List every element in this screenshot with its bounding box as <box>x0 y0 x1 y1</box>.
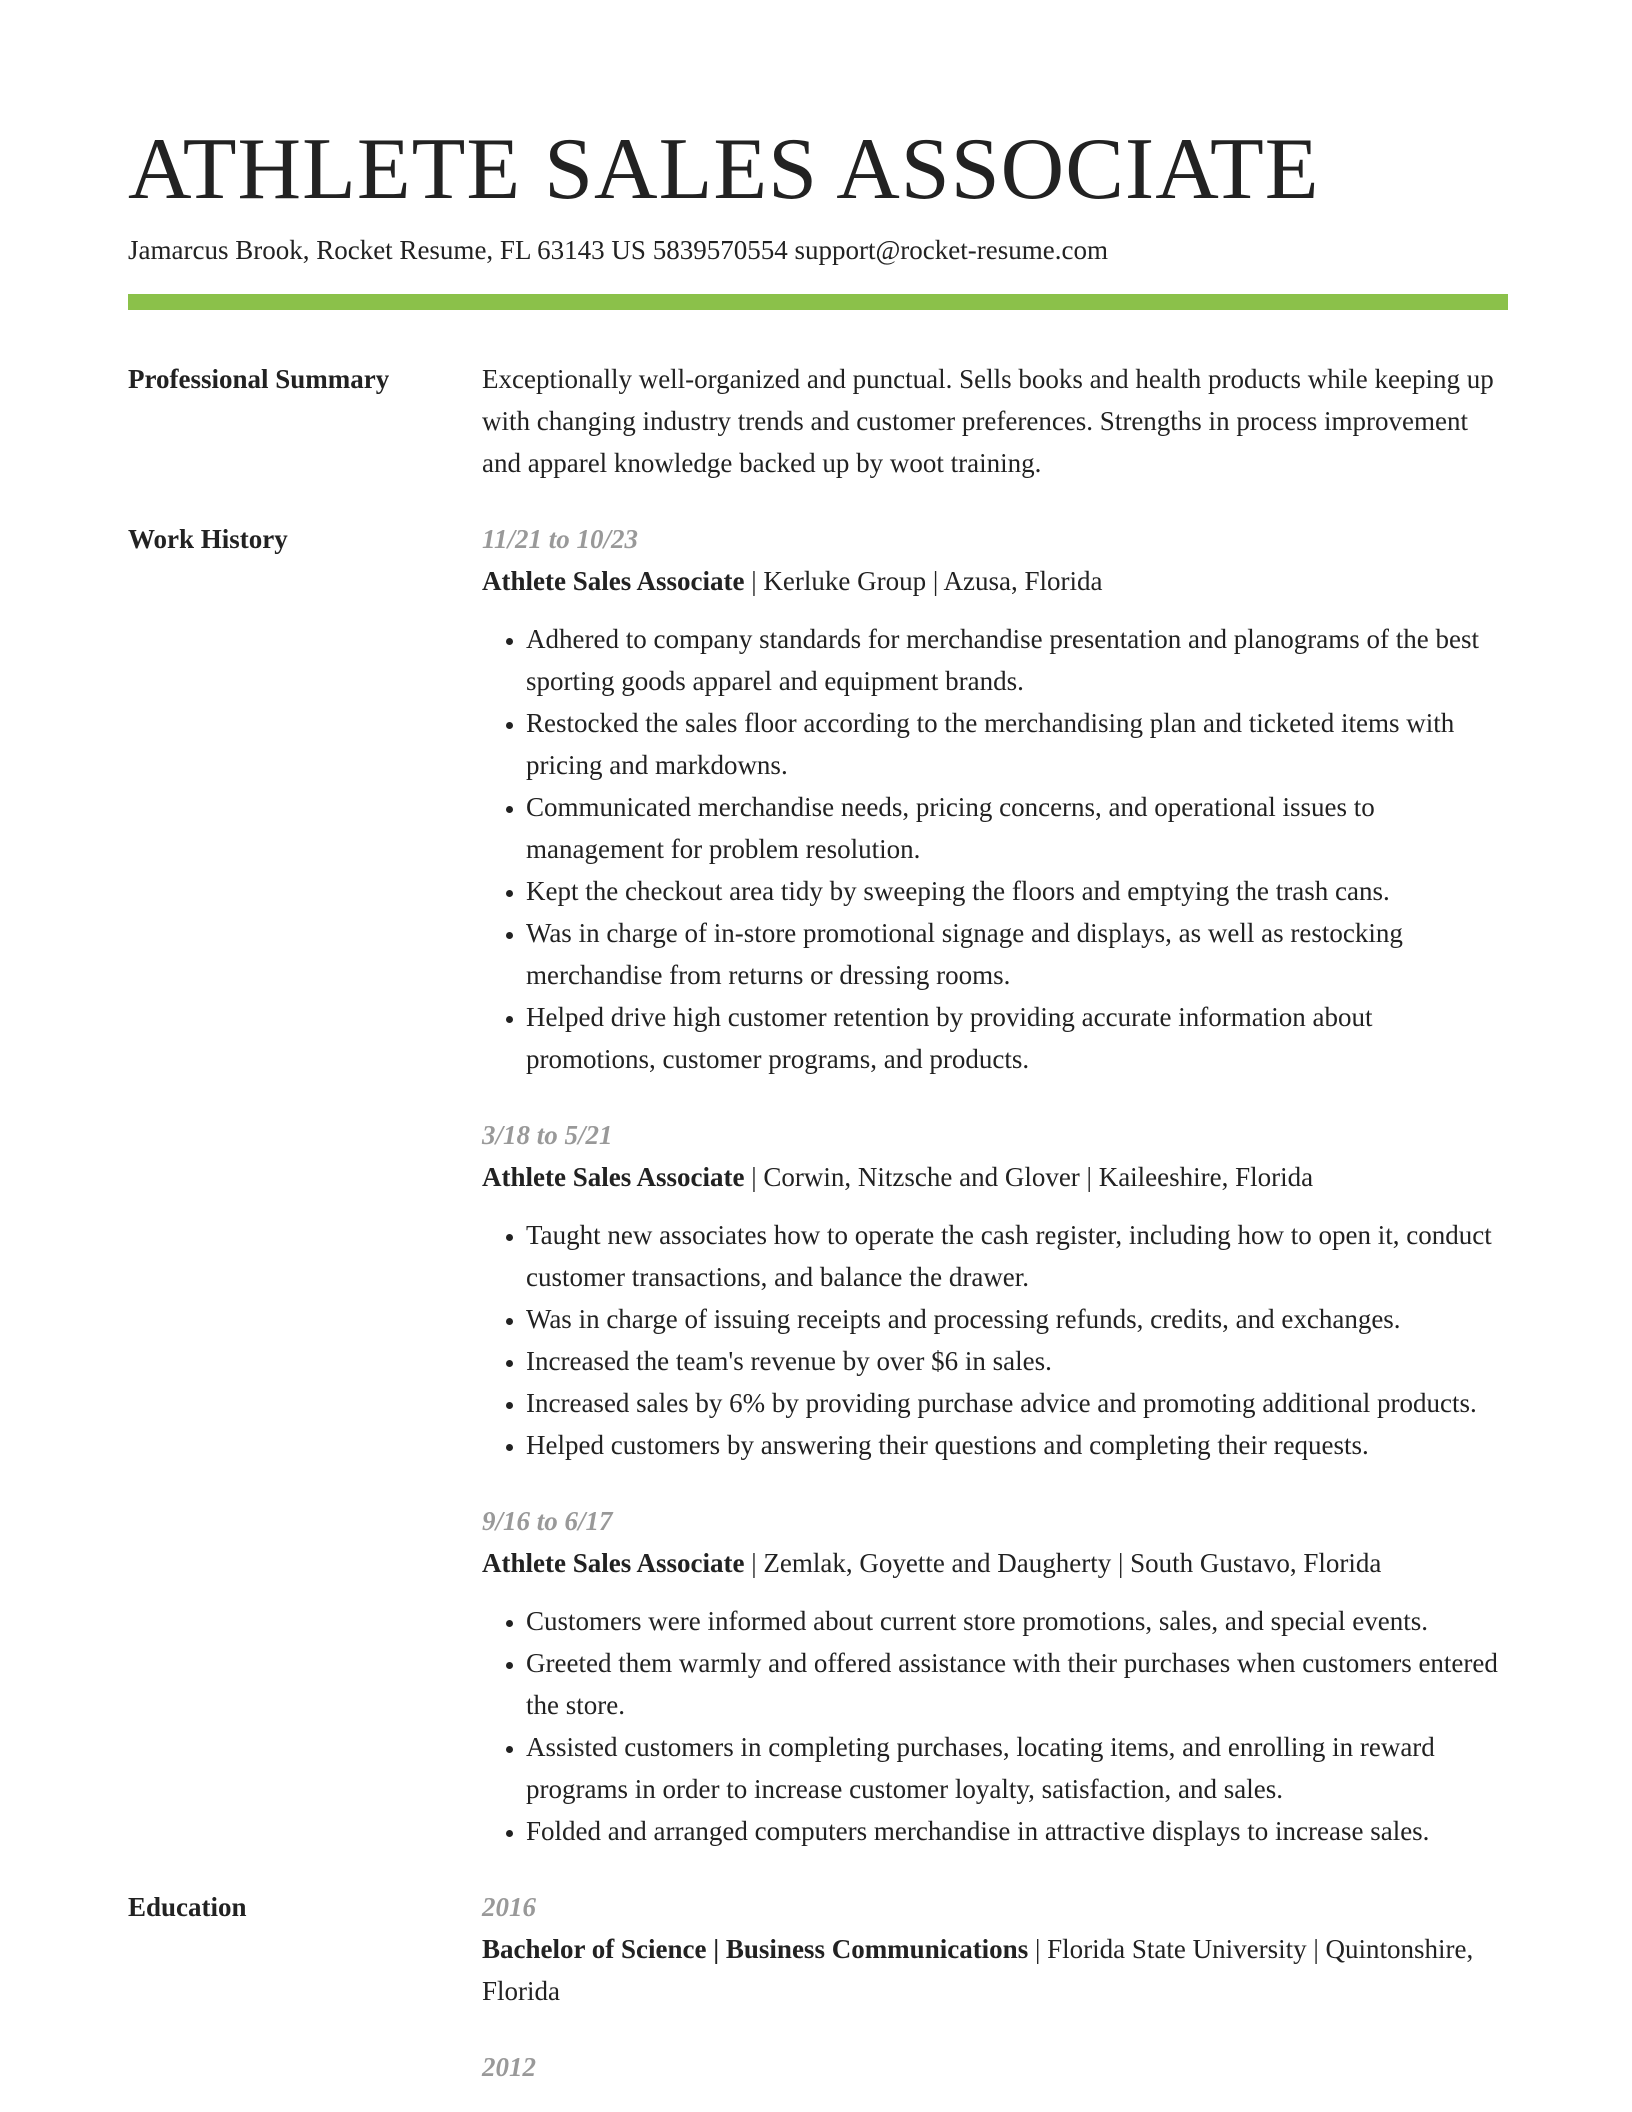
job-bullets <box>482 1214 1508 1466</box>
education-entry <box>482 1886 1508 2012</box>
job-bullet: • Increased the team's revenue by over $6 in sales. <box>526 1340 1508 1382</box>
job-title: Athlete Sales Associate <box>482 566 745 596</box>
job-details: | Kerluke Group | Azusa, Florida <box>744 566 1103 596</box>
header-divider <box>128 294 1508 310</box>
work-history-section <box>128 518 1508 1852</box>
education-year: 2016 <box>482 1892 536 1922</box>
summary-text: Exceptionally well-organized and punctual. Sells books and health products while keeping up with changing industry trends and customer preferences. Strengths in process improvement and apparel knowledge backed up by woot training. <box>482 364 1494 478</box>
summary-section <box>128 358 1508 484</box>
job-title: Athlete Sales Associate <box>482 1162 745 1192</box>
job-dates: 3/18 to 5/21 <box>482 1120 613 1150</box>
job-role-line <box>482 1542 1508 1584</box>
job-bullet: • Taught new associates how to operate the cash register, including how to open it, conduct customer transactions, and balance the drawer. <box>526 1214 1508 1298</box>
job-bullet: • Customers were informed about current store promotions, sales, and special events. <box>526 1600 1508 1642</box>
job-entry <box>482 1114 1508 1466</box>
work-history-list <box>482 518 1508 1852</box>
education-list <box>482 1886 1508 2088</box>
degree-title: Bachelor of Science | Business Communications <box>482 1934 1029 1964</box>
job-bullet: • Increased sales by 6% by providing purchase advice and promoting additional products. <box>526 1382 1508 1424</box>
job-details: | Corwin, Nitzsche and Glover | Kaileeshire, Florida <box>744 1162 1314 1192</box>
job-bullet: • Was in charge of issuing receipts and processing refunds, credits, and exchanges. <box>526 1298 1508 1340</box>
job-bullet: • Was in charge of in-store promotional signage and displays, as well as restocking merchandise from returns or dressing rooms. <box>526 912 1508 996</box>
job-bullet: • Kept the checkout area tidy by sweeping the floors and emptying the trash cans. <box>526 870 1508 912</box>
resume-page <box>128 120 1508 2088</box>
job-bullet: • Folded and arranged computers merchandise in attractive displays to increase sales. <box>526 1810 1508 1852</box>
job-role-line <box>482 560 1508 602</box>
section-label-education: Education <box>128 1892 247 1922</box>
contact-line: Jamarcus Brook, Rocket Resume, FL 63143 US 5839570554 support@rocket-resume.com <box>128 235 1108 265</box>
job-bullets <box>482 618 1508 1080</box>
education-year: 2012 <box>482 2052 536 2082</box>
job-bullet: • Helped customers by answering their questions and completing their requests. <box>526 1424 1508 1466</box>
education-entry <box>482 2046 1508 2088</box>
job-title: Athlete Sales Associate <box>482 1548 745 1578</box>
job-entry <box>482 518 1508 1080</box>
job-bullet: • Communicated merchandise needs, pricing concerns, and operational issues to management for problem resolution. <box>526 786 1508 870</box>
job-bullet: • Adhered to company standards for merchandise presentation and planograms of the best sporting goods apparel and equipment brands. <box>526 618 1508 702</box>
job-role-line <box>482 1156 1508 1198</box>
resume-title: ATHLETE SALES ASSOCIATE <box>128 121 1320 218</box>
section-label-summary: Professional Summary <box>128 364 390 394</box>
job-dates: 9/16 to 6/17 <box>482 1506 613 1536</box>
job-bullet: • Greeted them warmly and offered assistance with their purchases when customers entered the store. <box>526 1642 1508 1726</box>
job-dates: 11/21 to 10/23 <box>482 524 639 554</box>
section-label-work-history: Work History <box>128 524 288 554</box>
education-degree-line <box>482 1928 1508 2012</box>
education-section <box>128 1886 1508 2088</box>
job-details: | Zemlak, Goyette and Daugherty | South Gustavo, Florida <box>744 1548 1382 1578</box>
education-details: | Florida State University | Quintonshire, Florida <box>482 1934 1474 2006</box>
job-bullet: • Helped drive high customer retention by providing accurate information about promotions, customer programs, and products. <box>526 996 1508 1080</box>
job-entry <box>482 1500 1508 1852</box>
job-bullet: • Restocked the sales floor according to the merchandising plan and ticketed items with pricing and markdowns. <box>526 702 1508 786</box>
job-bullet: • Assisted customers in completing purchases, locating items, and enrolling in reward programs in order to increase customer loyalty, satisfaction, and sales. <box>526 1726 1508 1810</box>
job-bullets <box>482 1600 1508 1852</box>
